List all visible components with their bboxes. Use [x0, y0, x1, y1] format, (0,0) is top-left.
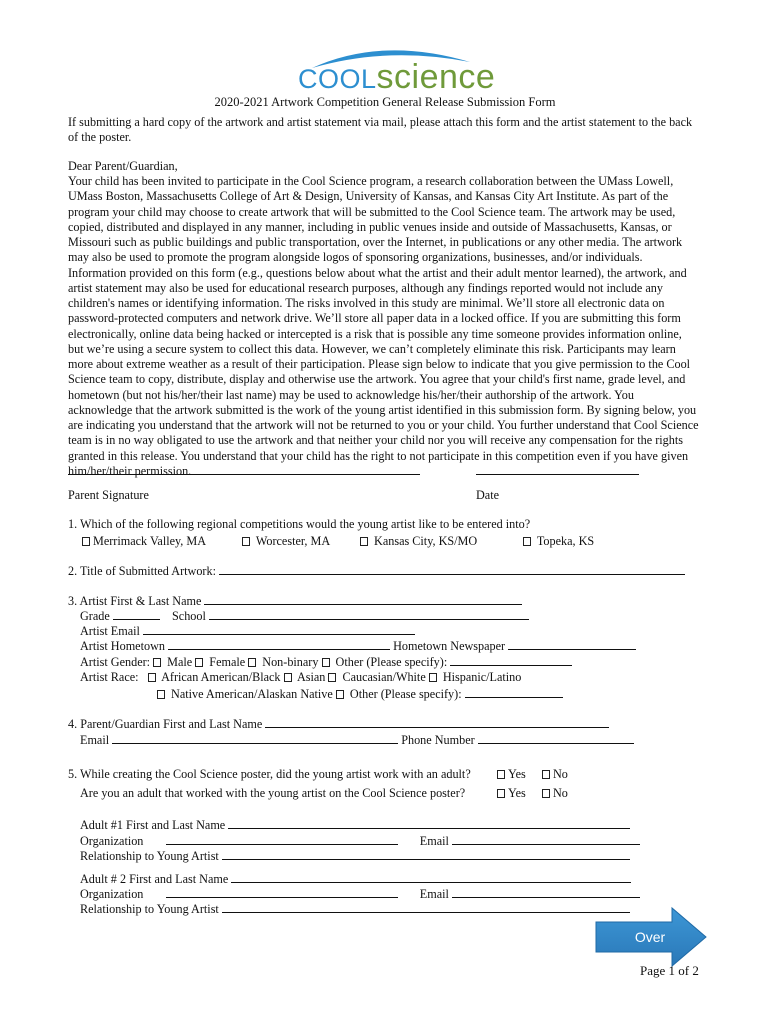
adult1-name-field[interactable] — [228, 817, 630, 829]
grade-label: Grade — [80, 609, 110, 623]
adult2-email-label: Email — [419, 887, 449, 901]
q3-race-row2 — [157, 686, 563, 702]
q5b-no-option[interactable]: No — [542, 786, 568, 801]
q5a-no-option[interactable]: No — [542, 767, 568, 782]
adult1-relationship-label: Relationship to Young Artist — [80, 849, 219, 863]
adult2-relationship-label: Relationship to Young Artist — [80, 902, 219, 916]
adult1-name-label: Adult #1 First and Last Name — [80, 818, 226, 832]
q5-question-b: Are you an adult that worked with the young artist on the Cool Science poster? — [80, 786, 466, 800]
race-option-asian: Asian — [296, 670, 326, 684]
gender-option-female: Female — [209, 655, 246, 669]
artist-hometown-label: Artist Hometown — [80, 639, 165, 653]
adult2-org-row — [80, 886, 640, 902]
cool-science-logo — [292, 42, 496, 98]
parent-signature-field[interactable] — [68, 474, 420, 475]
race-option-native-american: Native American/Alaskan Native — [171, 687, 333, 701]
checkbox-icon[interactable] — [542, 770, 550, 779]
checkbox-icon[interactable] — [497, 789, 505, 798]
artwork-title-label: 2. Title of Submitted Artwork: — [68, 564, 216, 578]
hometown-newspaper-label: Hometown Newspaper — [393, 639, 506, 653]
adult2-name-field[interactable] — [231, 871, 631, 883]
checkbox-icon[interactable] — [360, 537, 368, 546]
q3-name-row — [68, 593, 522, 609]
logo-science-text: science — [376, 58, 496, 96]
parent-email-field[interactable] — [112, 732, 398, 744]
adult1-email-field[interactable] — [452, 833, 640, 845]
checkbox-icon[interactable] — [82, 537, 90, 546]
hometown-newspaper-field[interactable] — [508, 638, 636, 650]
adult1-org-label: Organization — [80, 834, 144, 848]
parent-phone-label: Phone Number — [401, 733, 475, 747]
adult2-org-field[interactable] — [166, 886, 398, 898]
checkbox-icon[interactable] — [242, 537, 250, 546]
artist-race-label: Artist Race: — [80, 670, 139, 684]
adult1-relationship-row — [80, 848, 630, 864]
q2-row — [68, 563, 685, 579]
adult2-org-label: Organization — [80, 887, 144, 901]
q3-grade-row — [80, 608, 529, 624]
artwork-title-field[interactable] — [219, 563, 685, 575]
gender-other-field[interactable] — [450, 654, 572, 666]
gender-option-nonbinary: Non-binary — [262, 655, 319, 669]
gender-option-other: Other (Please specify): — [335, 655, 448, 669]
q4-contact-row — [80, 732, 634, 748]
school-label: School — [172, 609, 206, 623]
adult1-email-label: Email — [419, 834, 449, 848]
checkbox-icon[interactable] — [328, 673, 336, 682]
adult1-relationship-field[interactable] — [222, 848, 630, 860]
race-option-caucasian: Caucasian/White — [342, 670, 426, 684]
q3-hometown-row — [80, 638, 636, 654]
artist-name-field[interactable] — [204, 593, 522, 605]
checkbox-icon[interactable] — [523, 537, 531, 546]
checkbox-icon[interactable] — [153, 658, 161, 667]
logo-cool-text: COOL — [298, 64, 377, 94]
parent-signature-label: Parent Signature — [68, 488, 149, 502]
artist-hometown-field[interactable] — [168, 638, 390, 650]
q3-email-row — [80, 623, 415, 639]
checkbox-icon[interactable] — [157, 690, 165, 699]
q1-option-kansas-city[interactable]: Kansas City, KS/MO — [360, 534, 477, 549]
checkbox-icon[interactable] — [497, 770, 505, 779]
release-body-text: Your child has been invited to participate in the Cool Science program, a research collaboration between the UMass Lowell, UMass Boston, Massachusetts College of Art & Design, University of Kansas, and Kansas City Art Institute. As part of the program your child may choose to create artwork that will be submitted to the Cool Science team. The artwork may be used, copied, distributed and displayed in any manner, including in public venues inside and outside of Massachusetts, Kansas, or Missouri such as public buildings and public transportation, over the Internet, in publications or any other media. The artwork may also be used to promote the program alongside logos of sponsoring organizations, businesses, and/or individuals. Information provided on this form (e.g., questions below about what the artist and their adult mentor learned), the artwork, and artist statement may also be used for educational research purposes, although any findings reported would not include any children's names or identifying information. The risks involved in this study are minimal. We’ll store all electronic data on password-protected computers and network drive. We’ll store all paper data in a locked office. If you are submitting this form electronically, online data being hacked or intercepted is a risk that is possible any time someone provides information online, but we’re using a secure system to collect this data. However, we can’t completely eliminate this risk. Participants may learn more about extreme weather as a result of their participation. Please sign below to indicate that you give permission to the Cool Science team to copy, distribute, display and otherwise use the artwork. You agree that your child's first name, grade level, and hometown (but not his/her/their last name) may be used to acknowledge his/her/their authorship of the artwork. You acknowledge that the artwork submitted is the work of the young artist identified in this submission form. By signing below, you are indicating you understand that the artwork will not be returned to you or your child. You further understand that Cool Science team is in no way obligated to use the artwork and that neither your child nor you will receive any compensation for the rights granted in this release. You understand that your child has the right to not participate in this competition even if you have given him/her/their permission. — [68, 174, 699, 478]
artist-name-label: 3. Artist First & Last Name — [68, 594, 202, 608]
q5-question-a: 5. While creating the Cool Science poster, did the young artist work with an adult? — [68, 767, 471, 781]
q1-option-merrimack[interactable]: Merrimack Valley, MA — [82, 534, 206, 549]
adult1-org-field[interactable] — [166, 833, 398, 845]
q1-option-topeka[interactable]: Topeka, KS — [523, 534, 594, 549]
adult2-relationship-field[interactable] — [222, 901, 630, 913]
parent-name-field[interactable] — [265, 716, 609, 728]
checkbox-icon[interactable] — [542, 789, 550, 798]
adult2-email-field[interactable] — [452, 886, 640, 898]
form-title: 2020-2021 Artwork Competition General Release Submission Form — [214, 95, 556, 109]
intro-text: If submitting a hard copy of the artwork and artist statement via mail, please attach this form and the artist statement to the back of the poster. — [68, 115, 693, 145]
page-number: Page 1 of 2 — [640, 963, 699, 978]
race-option-hispanic: Hispanic/Latino — [442, 670, 522, 684]
gender-option-male: Male — [167, 655, 193, 669]
date-label: Date — [476, 488, 500, 502]
adult2-relationship-row — [80, 901, 630, 917]
q5b-yes-option[interactable]: Yes — [497, 786, 526, 801]
signature-date-field[interactable] — [476, 474, 639, 475]
checkbox-icon[interactable] — [322, 658, 330, 667]
q4-name-row — [68, 716, 609, 732]
artist-gender-label: Artist Gender: — [80, 655, 151, 669]
parent-name-label: 4. Parent/Guardian First and Last Name — [68, 717, 263, 731]
salutation: Dear Parent/Guardian, — [68, 159, 178, 173]
q3-race-row1 — [80, 670, 521, 685]
race-option-other: Other (Please specify): — [349, 687, 462, 701]
school-field[interactable] — [209, 608, 529, 620]
checkbox-icon[interactable] — [429, 673, 437, 682]
checkbox-icon[interactable] — [336, 690, 344, 699]
race-option-african-american: African American/Black — [161, 670, 281, 684]
parent-phone-field[interactable] — [478, 732, 634, 744]
checkbox-icon[interactable] — [284, 673, 292, 682]
q3-gender-row — [80, 654, 572, 670]
adult2-name-label: Adult # 2 First and Last Name — [80, 872, 229, 886]
adult1-org-row — [80, 833, 640, 849]
grade-field[interactable] — [113, 608, 160, 620]
checkbox-icon[interactable] — [195, 658, 203, 667]
artist-email-field[interactable] — [143, 623, 415, 635]
adult2-name-row — [80, 871, 631, 887]
q1-option-worcester[interactable]: Worcester, MA — [242, 534, 330, 549]
over-button-label[interactable]: Over — [634, 929, 666, 945]
artist-email-label: Artist Email — [80, 624, 140, 638]
q5a-yes-option[interactable]: Yes — [497, 767, 526, 782]
q1-question: 1. Which of the following regional competitions would the young artist like to be entered into? — [68, 517, 531, 531]
checkbox-icon[interactable] — [248, 658, 256, 667]
parent-email-label: Email — [80, 733, 110, 747]
checkbox-icon[interactable] — [148, 673, 156, 682]
adult1-name-row — [80, 817, 630, 833]
race-other-field[interactable] — [465, 686, 563, 698]
